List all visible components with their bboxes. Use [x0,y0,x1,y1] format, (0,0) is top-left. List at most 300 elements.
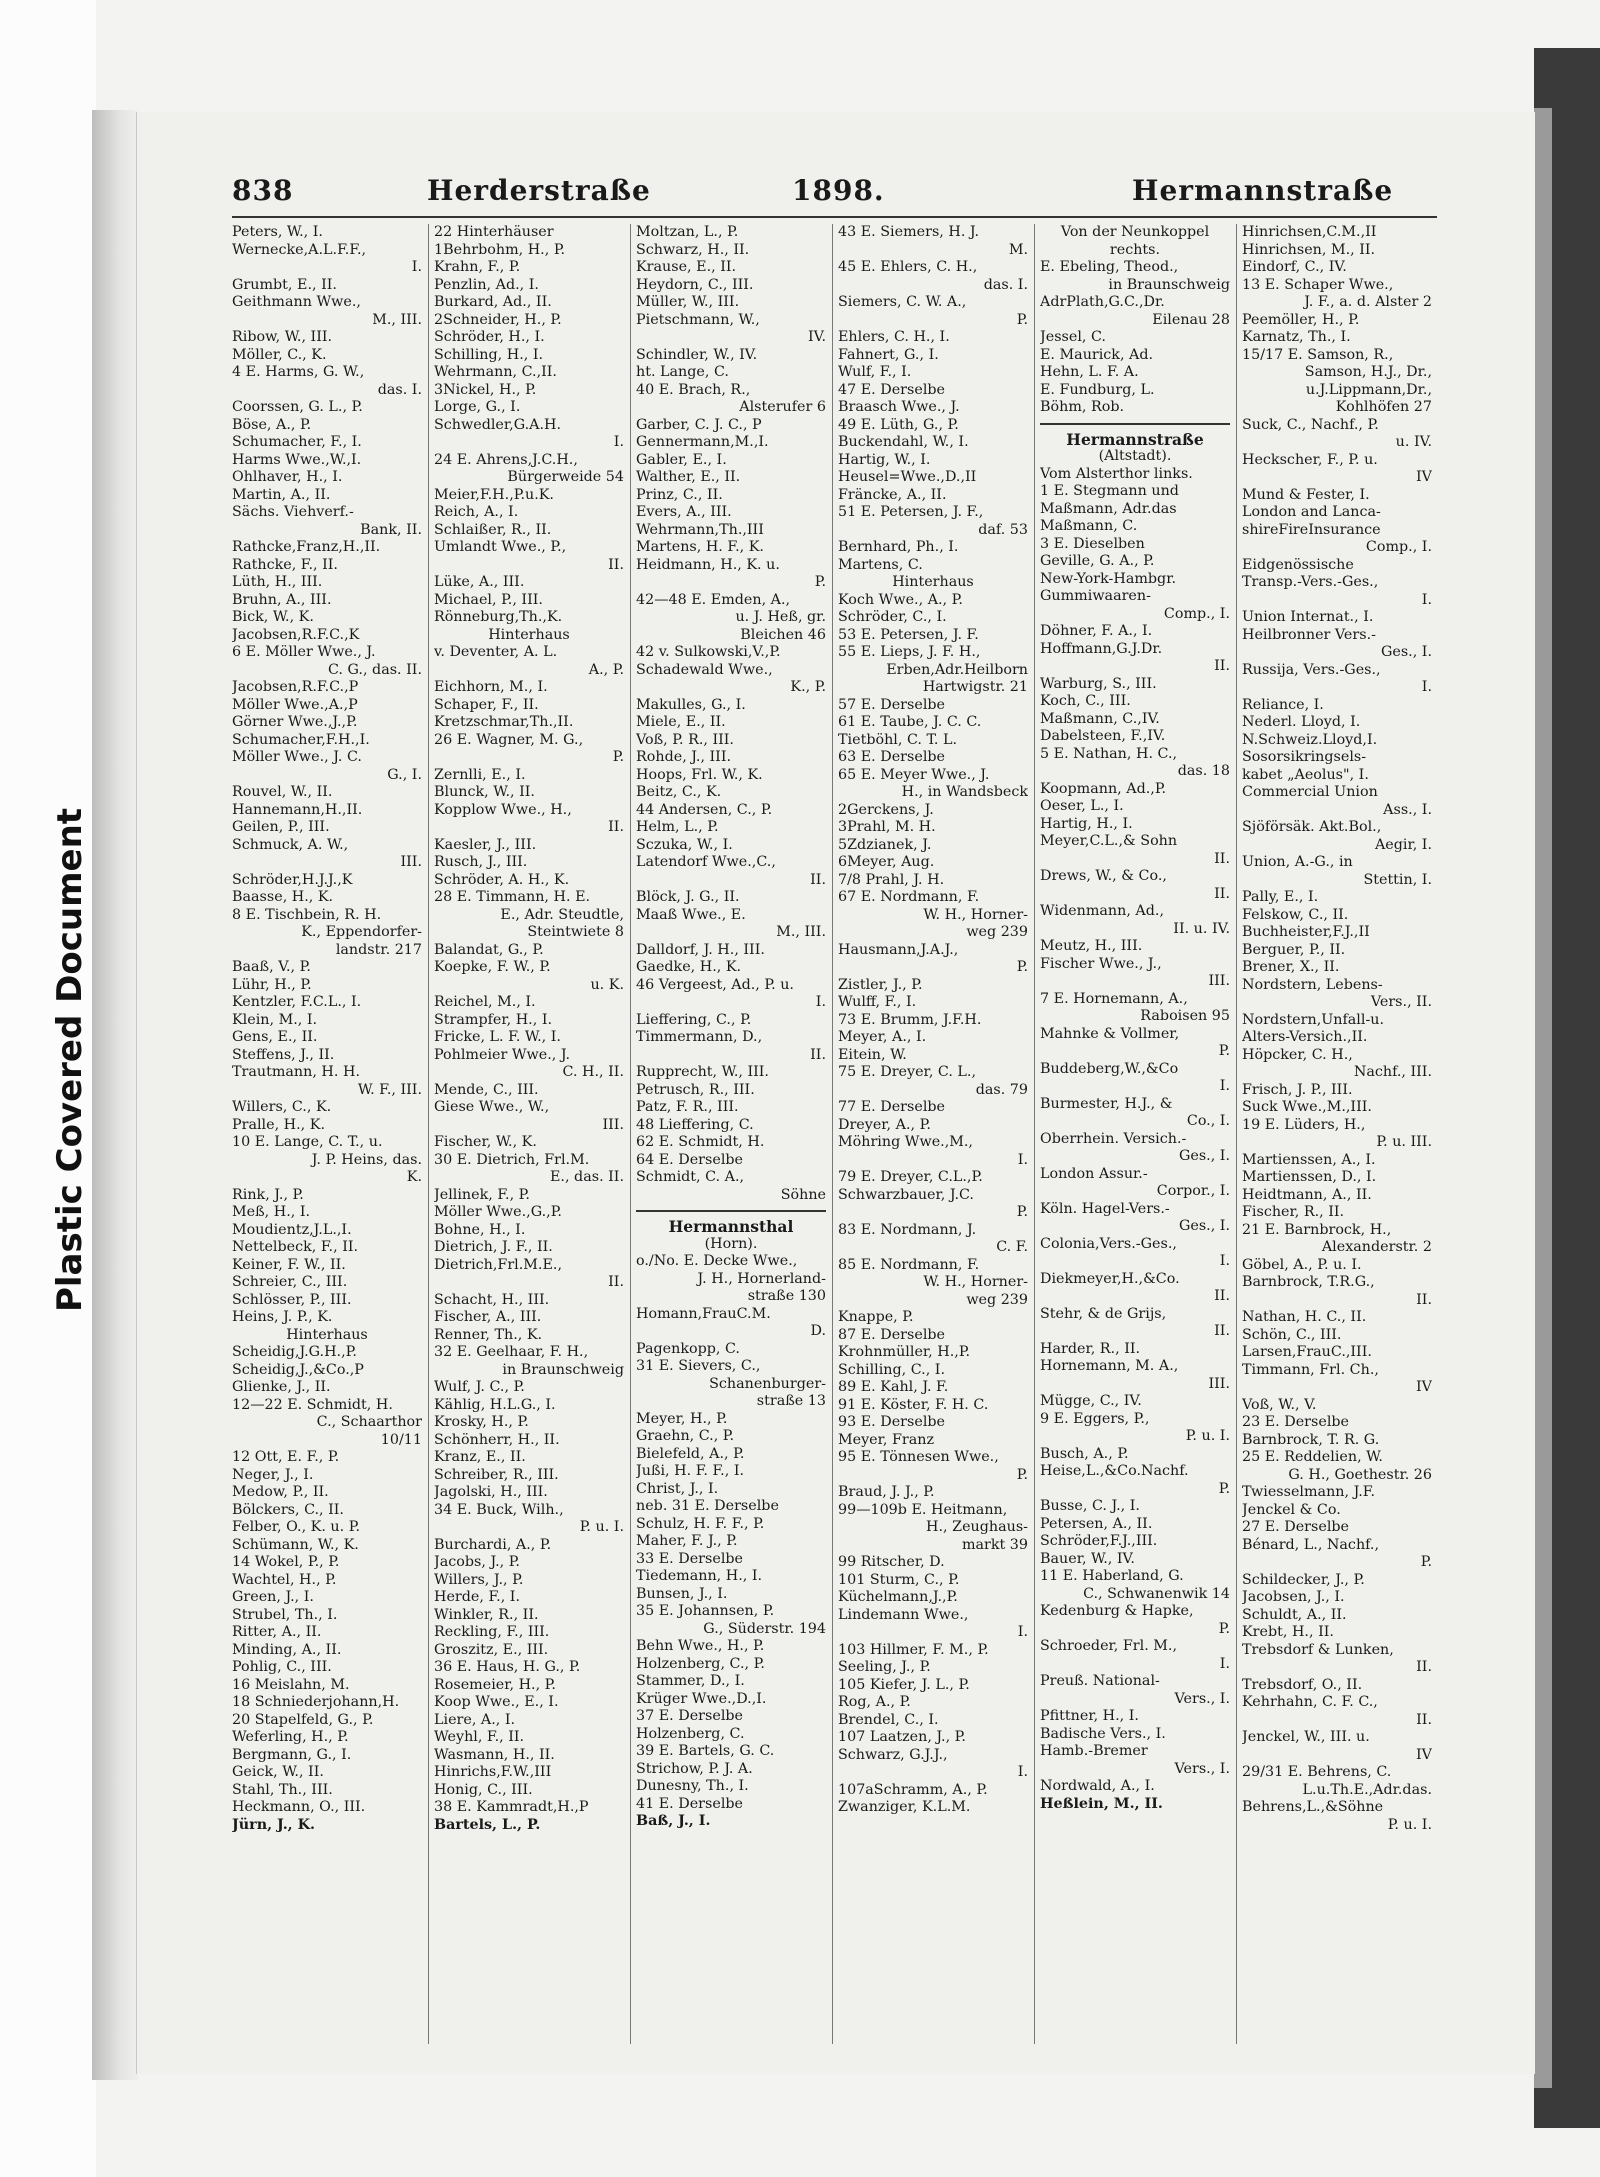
entry-line: C., Schwanenwik 14 [1083,1585,1230,1602]
entry-line: New-York-Hambgr. [1040,570,1177,587]
entry-line: Görner Wwe.,J.,P. [232,714,358,730]
entry-line: 27 E. Derselbe [1242,1519,1350,1535]
entry-line: Oeser, L., I. [1040,798,1124,814]
entry-line: P. u. III. [1376,1134,1432,1150]
entry-line: 6 E. Möller Wwe., J. [232,644,376,660]
entry-line: 61 E. Taube, J. C. C. [838,714,982,730]
entry-line: Braud, J. J., P. [838,1484,935,1500]
entry-line: Geville, G. A., P. [1040,553,1155,569]
entry-line: 5Zdzianek, J. [838,836,932,853]
entry-line: E., das. II. [549,1169,624,1185]
entry-line: Lorge, G., I. [434,399,521,415]
entry-line: Schaper, F., II. [434,696,539,713]
entry-line: Meyer, A., I. [838,1029,927,1045]
column-divider [1236,224,1237,2044]
entry-line: K., P. [790,679,826,695]
entry-line: Möller Wwe.,G.,P. [434,1204,562,1220]
entry-line: P. [1218,1480,1230,1497]
entry-line: Dabelsteen, F.,IV. [1040,728,1166,744]
entry-line: 12 Ott, E. F., P. [232,1449,340,1465]
right-street-title: Hermannstraße [1132,174,1394,207]
entry-line: E., Adr. Steudtle, [500,906,624,923]
entry-line: Heßlein, M., II. [1040,1795,1163,1812]
entry-line: L.u.Th.E.,Adr.das. [1302,1781,1432,1798]
entry-line: Suck, C., Nachf., P. [1242,416,1379,433]
entry-line: in Braunschweig [1108,276,1230,293]
entry-line: 39 E. Bartels, G. C. [636,1743,775,1759]
entry-line: Schilling, C., I. [838,1361,946,1378]
entry-line: Alsterufer 6 [739,399,826,415]
entry-line: Meutz, H., III. [1040,938,1143,954]
entry-line: Raboisen 95 [1140,1008,1230,1024]
entry-line: London Assur.- [1040,1165,1148,1182]
entry-line: Koch Wwe., A., P. [838,591,963,608]
entry-line: Ges., I. [1178,1218,1230,1234]
entry-line: Sczuka, W., I. [636,836,733,853]
entry-line: IV. [807,329,826,345]
entry-line: Fischer, R., II. [1242,1204,1345,1220]
entry-line: Garber, C. J. C., P [636,416,762,433]
entry-line: M., III. [776,924,826,940]
entry-line: Kehrhahn, C. F. C., [1242,1694,1378,1710]
entry-line: Felskow, C., II. [1242,906,1349,923]
entry-line: Kopplow Wwe., H., [434,801,572,818]
entry-line: Schröder,H.J.J.,K [232,871,353,888]
entry-line: das. I. [377,381,422,398]
entry-line: Meyer, H., P. [636,1410,728,1427]
column-3 [636,224,826,2044]
entry-line: Wehrmann,Th.,III [636,521,764,538]
entry-line: Nordstern, Lebens- [1242,976,1383,993]
entry-line: Honig, C., III. [434,1781,533,1798]
entry-line: 3 E. Dieselben [1040,535,1145,552]
entry-line: Krosky, H., P. [434,1414,529,1430]
entry-line: Jacobsen, J., I. [1242,1589,1345,1605]
entry-line: II. [1214,850,1230,867]
entry-line: Martin, A., II. [232,486,331,503]
entry-line: Lühr, H., P. [232,976,312,993]
entry-line: Köln. Hagel-Vers.- [1040,1200,1170,1217]
entry-line: Küchelmann,J.,P. [838,1589,958,1605]
entry-line: Zernlli, E., I. [434,766,526,783]
entry-line: Badische Vers., I. [1040,1725,1166,1742]
entry-line: I. [1219,1253,1230,1269]
entry-line: Buddeberg,W.,&Co [1040,1060,1179,1077]
entry-line: Nederl. Lloyd, I. [1242,714,1361,730]
entry-line: 1Behrbohm, H., P. [434,241,566,258]
entry-line: Scheidig,J.G.H.,P. [232,1344,357,1360]
entry-line: G. H., Goethestr. 26 [1288,1466,1432,1483]
entry-line: P. [1420,1554,1432,1570]
entry-line: Pietschmann, W., [636,311,760,328]
entry-line: u. J. Heß, gr. [735,609,826,625]
entry-line: Maher, F. J., P. [636,1533,738,1549]
entry-line: 7 E. Hornemann, A., [1040,990,1188,1007]
entry-line: rechts. [1109,241,1161,258]
entry-line: Baß, J., I. [636,1813,711,1829]
entry-line: 44 Andersen, C., P. [636,801,773,818]
entry-line: Transp.-Vers.-Ges., [1242,574,1379,590]
entry-line: Bruhn, A., III. [232,591,332,608]
entry-line: Sächs. Viehverf.- [232,504,354,520]
entry-line: Timmann, Frl. Ch., [1242,1361,1379,1378]
entry-line: Nettelbeck, F., II. [232,1239,359,1255]
entry-line: E. Ebeling, Theod., [1040,259,1179,275]
entry-line: Rouvel, W., II. [232,784,333,800]
entry-line: Reichel, M., I. [434,994,536,1010]
entry-line: Fischer, W., K. [434,1134,537,1150]
entry-line: Jagolski, H., III. [434,1484,548,1500]
entry-line: Rog, A., P. [838,1694,911,1710]
entry-line: Buckendahl, W., I. [838,434,969,450]
entry-line: Strampfer, H., I. [434,1011,553,1028]
entry-line: Bernhard, Ph., I. [838,539,959,555]
entry-line: Burchardi, A., P. [434,1536,552,1553]
entry-line: 4 E. Harms, G. W., [232,364,365,380]
entry-line: Heckscher, F., P. u. [1242,451,1378,468]
entry-line: Hamb.-Bremer [1040,1743,1148,1759]
entry-line: Schönherr, H., II. [434,1431,560,1448]
entry-line: shireFireInsurance [1242,521,1381,538]
entry-line: 48 Lieffering, C. [636,1116,754,1133]
entry-line: Schwedler,G.A.H. [434,416,562,433]
entry-line: Harder, R., II. [1040,1340,1141,1357]
entry-line: Winkler, R., II. [434,1606,539,1623]
entry-line: Schumacher, F., I. [232,434,362,450]
entry-line: 91 E. Köster, F. H. C. [838,1396,989,1413]
entry-line: Blunck, W., II. [434,784,535,800]
entry-line: Lieffering, C., P. [636,1011,752,1028]
column-2 [434,224,624,2044]
entry-line: Koop Wwe., E., I. [434,1694,559,1710]
entry-line: Kohlhöfen 27 [1335,399,1432,415]
entry-line: Twiesselmann, J.F. [1242,1484,1375,1500]
entry-line: 87 E. Derselbe [838,1326,946,1343]
entry-line: Martens, C. [838,556,923,573]
entry-line: 14 Wokel, P., P. [232,1554,340,1570]
page-number: 838 [232,174,294,207]
entry-line: Beitz, C., K. [636,784,722,800]
entry-line: Döhner, F. A., I. [1040,623,1153,639]
entry-line: Nordwald, A., I. [1040,1778,1155,1794]
entry-line: Eichhorn, M., I. [434,679,548,695]
entry-line: 32 E. Geelhaar, F. H., [434,1344,589,1360]
entry-line: I. [411,259,422,275]
entry-line: Jürn, J., K. [232,1816,316,1833]
entry-line: Krüger Wwe.,D.,I. [636,1690,767,1707]
entry-line: Bank, II. [360,521,422,538]
entry-line: C., Schaarthor [316,1414,422,1430]
entry-line: 73 E. Brumm, J.F.H. [838,1011,982,1028]
entry-line: P. u. I. [1387,1816,1432,1833]
entry-line: 107aSchramm, A., P. [838,1781,988,1798]
entry-line: landstr. 217 [335,941,422,958]
entry-line: H., in Wandsbeck [901,784,1028,800]
entry-line: Diekmeyer,H.,&Co. [1040,1270,1180,1287]
entry-line: Möller Wwe., J. C. [232,749,362,765]
entry-line: II. [608,819,624,835]
entry-line: in Braunschweig [502,1361,624,1378]
entry-line: Hornemann, M. A., [1040,1358,1179,1374]
entry-line: C. F. [996,1239,1028,1255]
entry-line: Ges., I. [1178,1148,1230,1164]
entry-line: II. [608,556,624,573]
entry-line: Geilen, P., III. [232,819,330,835]
entry-line: u. IV. [1395,434,1432,450]
entry-line: Ehlers, C. H., I. [838,329,950,345]
entry-line: Lindemann Wwe., [838,1606,969,1623]
entry-line: 105 Kiefer, J. L., P. [838,1676,970,1693]
entry-line: Koopmann, Ad.,P. [1040,780,1167,797]
entry-line: Wachtel, H., P. [232,1571,337,1588]
entry-line: Behrens,L.,&Söhne [1242,1799,1384,1815]
header-rule [232,216,1437,218]
entry-line: Maßmann, C. [1040,518,1138,534]
entry-line: Busch, A., P. [1040,1445,1129,1462]
entry-line: Zwanziger, K.L.M. [838,1799,971,1815]
entry-line: 25 E. Reddelien, W. [1242,1449,1383,1465]
entry-line: Brendel, C., I. [838,1711,939,1728]
entry-line: II. [1416,1711,1432,1728]
entry-line: Schwarz, H., II. [636,241,750,258]
entry-line: I. [1017,1624,1028,1640]
entry-line: Martienssen, D., I. [1242,1169,1377,1185]
entry-line: 21 E. Barnbrock, H., [1242,1221,1392,1238]
street-heading: Hermannsthal [668,1218,794,1236]
entry-line: Corpor., I. [1156,1183,1230,1199]
entry-line: Rusch, J., III. [434,854,528,870]
entry-line: Umlandt Wwe., P., [434,539,567,555]
entry-line: Müller, W., III. [636,294,740,310]
entry-line: 46 Vergeest, Ad., P. u. [636,976,794,993]
entry-line: 45 E. Ehlers, C. H., [838,259,978,275]
entry-line: Heckmann, O., III. [232,1799,366,1815]
entry-line: 53 E. Petersen, J. F. [838,626,979,643]
entry-line: P. u. I. [579,1519,624,1535]
entry-line: neb. 31 E. Derselbe [636,1498,779,1514]
entry-line: Maaß Wwe., E. [636,906,746,923]
entry-line: Comp., I. [1163,605,1230,622]
entry-line: das. 79 [975,1081,1028,1098]
entry-line: Barnbrock, T. R. G. [1242,1431,1380,1448]
entry-line: Balandat, G., P. [434,941,544,958]
entry-line: Christ, J., I. [636,1480,719,1497]
section-rule [1040,417,1230,425]
entry-line: 51 E. Petersen, J. F., [838,504,984,520]
entry-line: 20 Stapelfeld, G., P. [232,1711,374,1728]
entry-line: 43 E. Siemers, H. J. [838,224,980,240]
entry-line: Möhring Wwe.,M., [838,1134,973,1150]
entry-line: Eitein, W. [838,1046,907,1063]
entry-line: 41 E. Derselbe [636,1795,744,1812]
entry-line: Ritter, A., II. [232,1624,322,1640]
entry-line: III. [602,1116,624,1133]
entry-line: Hinterhaus [892,574,974,590]
entry-line: Miele, E., II. [636,714,726,730]
entry-line: I. [1017,1764,1028,1780]
entry-line: 15/17 E. Samson, R., [1242,346,1394,363]
column-divider [428,224,429,2044]
entry-line: 99 Ritscher, D. [838,1554,945,1570]
entry-line: Schröder, H., I. [434,329,545,345]
entry-line: markt 39 [961,1536,1028,1553]
entry-line: Koepke, F. W., P. [434,959,551,975]
entry-line: Ass., I. [1383,801,1432,818]
entry-line: 3Prahl, M. H. [838,819,936,835]
entry-line: 26 E. Wagner, M. G., [434,731,584,748]
entry-line: Tietböhl, C. T. L. [838,731,958,748]
entry-line: W. H., Horner- [923,1274,1028,1290]
column-5 [1040,224,1230,2044]
entry-line: Wasmann, H., II. [434,1746,555,1763]
entry-line: Schulz, H. F. F., P. [636,1515,765,1532]
entry-line: Russija, Vers.-Ges., [1242,661,1381,678]
entry-line: Alters-Versich.,II. [1242,1029,1368,1045]
entry-line: Giese Wwe., W., [434,1099,550,1115]
entry-line: ht. Lange, C. [636,364,729,380]
entry-line: II. [1214,658,1230,674]
page-edge [1534,108,1552,2088]
entry-line: 6Meyer, Aug. [838,854,935,870]
entry-line: Vers., I. [1174,1760,1230,1777]
entry-line: Heise,L.,&Co.Nachf. [1040,1463,1189,1479]
entry-line: Colonia,Vers.-Ges., [1040,1235,1177,1252]
entry-line: Braasch Wwe., J. [838,399,960,415]
entry-line: Schreiber, R., III. [434,1466,559,1483]
entry-line: Weferling, H., P. [232,1729,349,1745]
entry-line: Reliance, I. [1242,696,1324,713]
entry-line: Bielefeld, A., P. [636,1445,745,1462]
entry-line: II. [608,1274,624,1290]
entry-line: 36 E. Haus, H. G., P. [434,1659,581,1675]
entry-line: 35 E. Johannsen, P. [636,1603,775,1619]
entry-line: I. [1219,1078,1230,1094]
entry-line: Patz, F. R., III. [636,1099,739,1115]
entry-line: Warburg, S., III. [1040,675,1157,692]
entry-line: 16 Meislahn, M. [232,1676,350,1693]
entry-line: Rosemeier, H., P. [434,1676,556,1693]
entry-line: Petrusch, R., III. [636,1081,755,1098]
entry-line: 79 E. Dreyer, C.L.,P. [838,1169,983,1185]
entry-line: 11 E. Haberland, G. [1040,1568,1184,1584]
entry-line: Prinz, C., II. [636,486,723,503]
entry-line: Meß, H., I. [232,1204,311,1220]
year-title: 1898. [792,174,885,207]
entry-line: Gens, E., II. [232,1029,318,1045]
entry-line: 29/31 E. Behrens, C. [1242,1764,1392,1780]
entry-line: Voß, P. R., III. [636,731,734,748]
entry-line: Jenckel & Co. [1242,1501,1341,1518]
entry-line: Lüke, A., III. [434,574,525,590]
entry-line: Rohde, J., III. [636,749,732,765]
entry-line: Makulles, G., I. [636,696,746,713]
entry-line: Schröder,F.J.,III. [1040,1533,1158,1549]
entry-line: straße 130 [747,1288,826,1304]
entry-line: Steintwiete 8 [527,924,624,940]
entry-line: Blöck, J. G., II. [636,889,740,905]
entry-line: Penzlin, Ad., I. [434,276,539,293]
entry-line: Dalldorf, J. H., III. [636,941,765,958]
entry-line: Schacht, H., III. [434,1291,550,1308]
entry-line: 33 E. Derselbe [636,1550,744,1567]
entry-line: Fahnert, G., I. [838,346,939,363]
entry-line: Schmidt, C. A., [636,1169,745,1185]
entry-line: P. u. I. [1185,1428,1230,1444]
entry-line: Schreier, C., III. [232,1274,348,1290]
entry-line: Klein, M., I. [232,1011,318,1028]
entry-line: 22 Hinterhäuser [434,224,554,240]
entry-line: Felber, O., K. u. P. [232,1519,360,1535]
entry-line: 83 E. Nordmann, J. [838,1221,977,1238]
entry-line: Kählig, H.L.G., I. [434,1396,556,1413]
entry-line: Schümann, W., K. [232,1536,359,1553]
entry-line: Schildecker, J., P. [1242,1571,1365,1588]
entry-line: Hoffmann,G.J.Dr. [1040,640,1163,657]
entry-line: Nachf., III. [1353,1064,1432,1080]
entry-line: Brener, X., II. [1242,959,1340,975]
entry-line: Hehn, L. F. A. [1040,364,1139,380]
entry-line: Samson, H.J., Dr., [1304,364,1432,380]
entry-line: Stehr, & de Grijs, [1040,1305,1167,1322]
entry-line: Burmester, H.J., & [1040,1095,1173,1112]
entry-line: 85 E. Nordmann, F. [838,1256,980,1273]
entry-line: Wulf, J. C., P. [434,1379,525,1395]
entry-line: 1 E. Stegmann und [1040,483,1179,499]
entry-line: (Altstadt). [1098,448,1172,464]
entry-line: Meier,F.H.,P.u.K. [434,486,554,503]
column-divider [1034,224,1035,2044]
entry-line: Böse, A., P. [232,416,312,433]
entry-line: Bénard, L., Nachf., [1242,1536,1380,1553]
entry-line: Krahn, F., P. [434,259,521,275]
entry-line: Strichow, P. J. A. [636,1760,753,1777]
entry-line: J. H., Hornerland- [697,1270,826,1287]
entry-line: Geick, W., II. [232,1764,324,1780]
entry-line: C. G., das. II. [327,661,422,678]
columns-container [232,224,1442,2044]
entry-line: Walther, E., II. [636,469,741,485]
entry-line: II. [1214,1288,1230,1304]
entry-line: Pally, E., I. [1242,889,1319,905]
entry-line: Berguer, P., II. [1242,941,1346,958]
entry-line: 103 Hillmer, F. M., P. [838,1641,989,1658]
entry-line: Hinrichs,F.W.,III [434,1764,552,1780]
entry-line: Zistler, J., P. [838,976,923,993]
entry-line: 89 E. Kahl, J. F. [838,1379,949,1395]
entry-line: G., I. [387,766,422,783]
entry-line: Wulf, F., I. [838,364,912,380]
entry-line: Möller Wwe.,A.,P [232,696,358,713]
entry-line: Koch, C., III. [1040,693,1131,709]
entry-line: Reckling, F., III. [434,1624,550,1640]
entry-line: Jacobsen,R.F.C.,P [232,679,359,695]
entry-line: J. F., a. d. Alster 2 [1304,294,1432,310]
entry-line: Voß, W., V. [1242,1396,1317,1413]
entry-line: J. P. Heins, das. [311,1151,422,1168]
entry-line: Jacobsen,R.F.C.,K [232,626,360,643]
entry-line: Fräncke, A., II. [838,486,947,503]
entry-line: P. [1016,1204,1028,1220]
entry-line: Fischer, A., III. [434,1309,542,1325]
entry-line: Schröder, A. H., K. [434,871,570,888]
entry-line: Drews, W., & Co., [1040,868,1167,884]
entry-line: Grumbt, E., II. [232,276,337,293]
entry-line: 65 E. Meyer Wwe., J. [838,766,990,783]
entry-line: Burkard, Ad., II. [434,294,552,310]
entry-line: 38 E. Kammradt,H.,P [434,1799,589,1815]
entry-line: Nordstern,Unfall-u. [1242,1011,1385,1028]
entry-line: Rathcke,Franz,H.,II. [232,539,381,555]
